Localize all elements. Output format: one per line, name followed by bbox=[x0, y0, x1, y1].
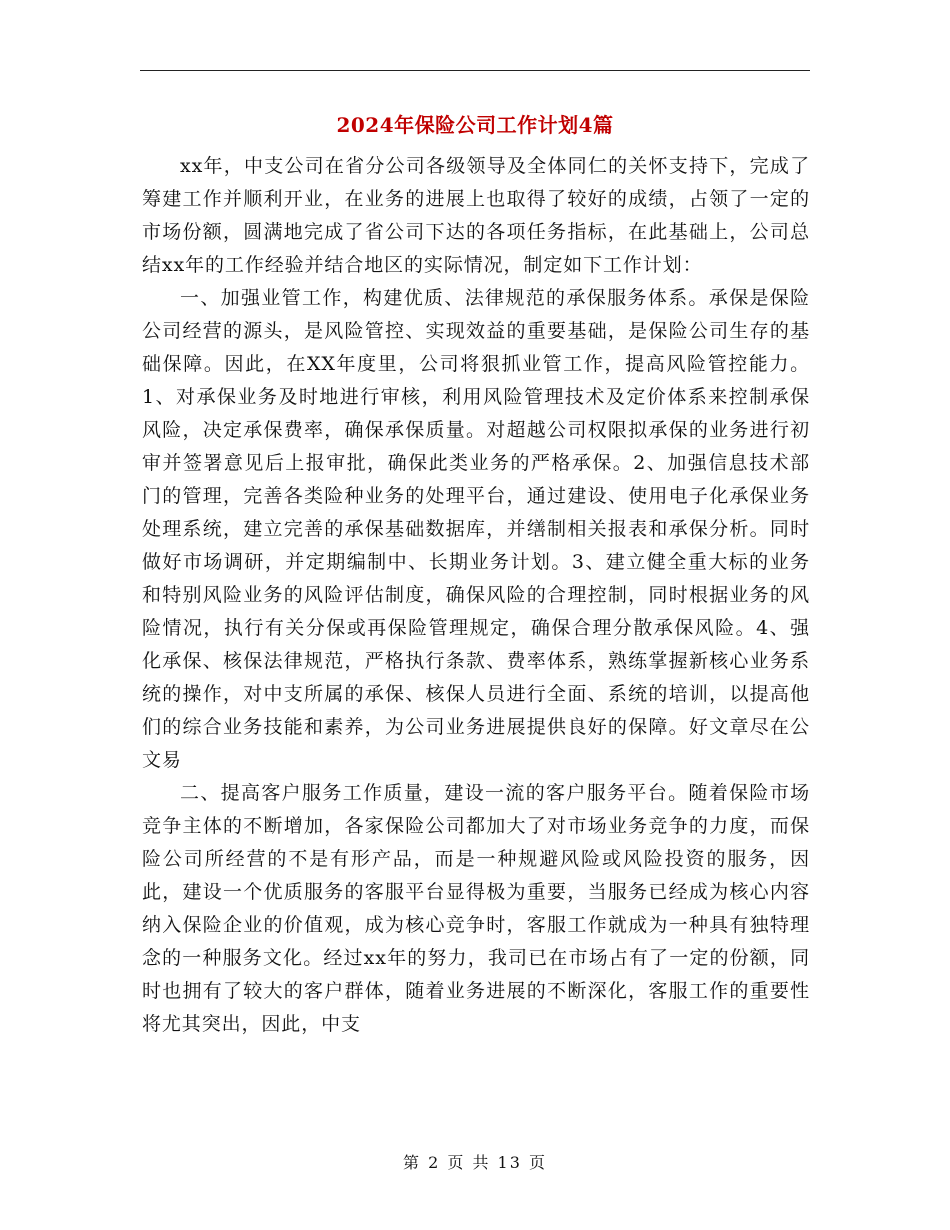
page-number-footer: 第 2 页 共 13 页 bbox=[403, 1153, 547, 1172]
header-rule bbox=[140, 70, 810, 71]
paragraph-section-2: 二、提高客户服务工作质量，建设一流的客户服务平台。随着保险市场竞争主体的不断增加，各家保险公司都加大了对市场业务竞争的力度，而保险公司所经营的不是有形产品，而是一种规避风险或风险投资的服务，因此，建设一个优质服务的客服平台显得极为重要，当服务已经成为核心内容纳入保险企业的价值观，成为核心竞争时，客服工作就成为一种具有独特理念的一种服务文化。经过xx年的努力，我司已在市场占有了一定的份额，同时也拥有了较大的客户群体，随着业务进展的不断深化，客服工作的重要性将尤其突出，因此，中支 bbox=[142, 782, 810, 1035]
document-body bbox=[142, 150, 810, 1041]
paragraph-intro: xx年，中支公司在省分公司各级领导及全体同仁的关怀支持下，完成了筹建工作并顺利开业，在业务的进展上也取得了较好的成绩，占领了一定的市场份额，圆满地完成了省公司下达的各项任务指标，在此基础上，公司总结xx年的工作经验并结合地区的实际情况，制定如下工作计划： bbox=[142, 155, 810, 276]
document-title: 2024年保险公司工作计划4篇 bbox=[336, 113, 614, 137]
paragraph-section-1: 一、加强业管工作，构建优质、法律规范的承保服务体系。承保是保险公司经营的源头，是风险管控、实现效益的重要基础，是保险公司生存的基础保障。因此，在XX年度里，公司将狠抓业管工作，提高风险管控能力。1、对承保业务及时地进行审核，利用风险管理技术及定价体系来控制承保风险，决定承保费率，确保承保质量。对超越公司权限拟承保的业务进行初审并签署意见后上报审批，确保此类业务的严格承保。2、加强信息技术部门的管理，完善各类险种业务的处理平台，通过建设、使用电子化承保业务处理系统，建立完善的承保基础数据库，并缮制相关报表和承保分析。同时做好市场调研，并定期编制中、长期业务计划。3、建立健全重大标的业务和特别风险业务的风险评估制度，确保风险的合理控制，同时根据业务的风险情况，执行有关分保或再保险管理规定，确保合理分散承保风险。4、强化承保、核保法律规范，严格执行条款、费率体系，熟练掌握新核心业务系统的操作，对中支所属的承保、核保人员进行全面、系统的培训，以提高他们的综合业务技能和素养，为公司业务进展提供良好的保障。好文章尽在公文易 bbox=[142, 287, 810, 771]
